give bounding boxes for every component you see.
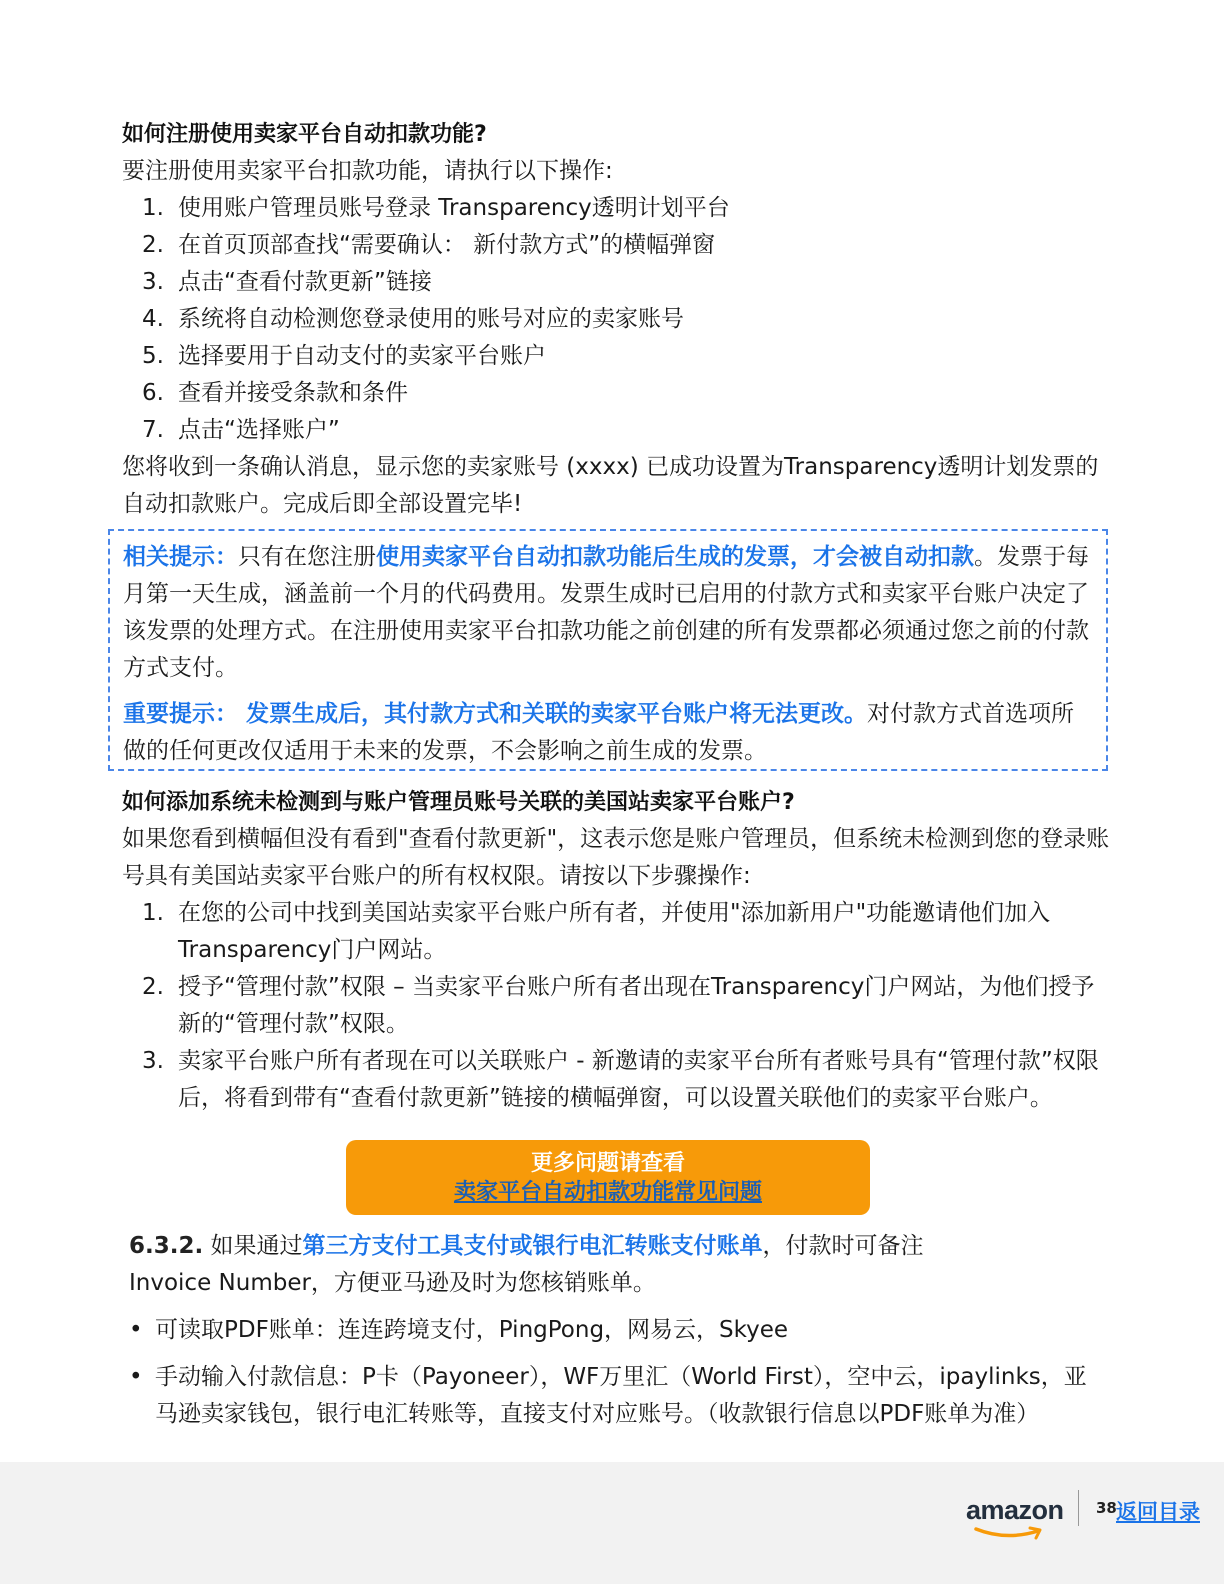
section-paragraph: 6.3.2. 如果通过第三方支付工具支付或银行电汇转账支付账单，付款时可备注: [129, 1233, 924, 1259]
important-tip: 重要提示： 发票生成后，其付款方式和关联的卖家平台账户将无法更改。对付款方式首选项所做的任何更改仅适用于未来的发票，不会影响之前生成的发票。: [123, 701, 1075, 764]
section-intro: 要注册使用卖家平台扣款功能，请执行以下操作:: [122, 158, 613, 184]
related-tip: 相关提示：只有在您注册使用卖家平台自动扣款功能后生成的发票，才会被自动扣款。发票于每月第一天生成，涵盖前一个月的代码费用。发票生成时已启用的付款方式和卖家平台账户决定了该发票的处理方式。在注册使用卖家平台扣款功能之前创建的所有发票都必须通过您之前的付款方式支付。: [123, 544, 1089, 681]
list-item: 5. 选择要用于自动支付的卖家平台账户: [142, 343, 546, 369]
bullet-icon: •: [129, 1317, 143, 1343]
list-item: 6. 查看并接受条款和条件: [142, 380, 408, 406]
step-list: [122, 895, 1112, 1117]
page-footer: [0, 1462, 1224, 1584]
list-item: 3. 卖家平台账户所有者现在可以关联账户 - 新邀请的卖家平台所有者账号具有“管理付款”权限后，将看到带有“查看付款更新”链接的横幅弹窗，可以设置关联他们的卖家平台账户。: [142, 1048, 1099, 1111]
list-item: • 可读取PDF账单：连连跨境支付，PingPong，网易云，Skyee: [129, 1312, 1109, 1349]
tip-box: [108, 529, 1108, 771]
faq-button[interactable]: [346, 1140, 870, 1215]
footer-divider: [1078, 1490, 1079, 1526]
bullet-list: [129, 1312, 1109, 1433]
section-third-party: [129, 1228, 1109, 1443]
page-number: 38: [1096, 1499, 1117, 1517]
section-intro: 如果您看到横幅但没有看到"查看付款更新"，这表示您是账户管理员，但系统未检测到您的登录账号具有美国站卖家平台账户的所有权权限。请按以下步骤操作:: [122, 826, 1110, 889]
section-paragraph-cont: Invoice Number，方便亚马逊及时为您核销账单。: [129, 1270, 656, 1296]
list-item: 2. 授予“管理付款”权限 – 当卖家平台账户所有者出现在Transparency门户网站，为他们授予新的“管理付款”权限。: [142, 974, 1095, 1037]
tip-label: 重要提示：: [123, 701, 238, 727]
section-heading: 如何注册使用卖家平台自动扣款功能?: [122, 122, 487, 147]
list-item: 1. 在您的公司中找到美国站卖家平台账户所有者，并使用"添加新用户"功能邀请他们加入Transparency门户网站。: [142, 900, 1051, 963]
list-item: 4. 系统将自动检测您登录使用的账号对应的卖家账号: [142, 306, 684, 332]
faq-button-line1: 更多问题请查看: [530, 1150, 685, 1176]
faq-link[interactable]: 卖家平台自动扣款功能常见问题: [453, 1179, 762, 1205]
bullet-icon: •: [129, 1364, 143, 1390]
list-item: 2. 在首页顶部查找“需要确认： 新付款方式”的横幅弹窗: [142, 232, 716, 258]
step-list: [122, 190, 1102, 449]
section-heading: 如何添加系统未检测到与账户管理员账号关联的美国站卖家平台账户?: [122, 790, 795, 815]
back-to-toc-link[interactable]: 返回目录: [1116, 1500, 1200, 1524]
section-outro: 您将收到一条确认消息，显示您的卖家账号 (xxxx) 已成功设置为Transparency透明计划发票的自动扣款账户。完成后即全部设置完毕!: [122, 454, 1099, 517]
list-item: 1. 使用账户管理员账号登录 Transparency透明计划平台: [142, 195, 730, 221]
list-item: 3. 点击“查看付款更新”链接: [142, 269, 432, 295]
tip-label: 相关提示：: [123, 544, 238, 570]
list-item: 7. 点击“选择账户”: [142, 417, 340, 443]
section-add-account: [122, 784, 1112, 1117]
section-register: [122, 116, 1102, 523]
section-number: 6.3.2.: [129, 1233, 204, 1259]
amazon-logo: amazon: [966, 1495, 1062, 1545]
smile-icon: [966, 1525, 1062, 1541]
list-item: • 手动输入付款信息：P卡（Payoneer），WF万里汇（World First），空中云，ipaylinks，亚马逊卖家钱包，银行电汇转账等，直接支付对应账号。（收款银行信息以PDF账单为准）: [129, 1359, 1109, 1433]
